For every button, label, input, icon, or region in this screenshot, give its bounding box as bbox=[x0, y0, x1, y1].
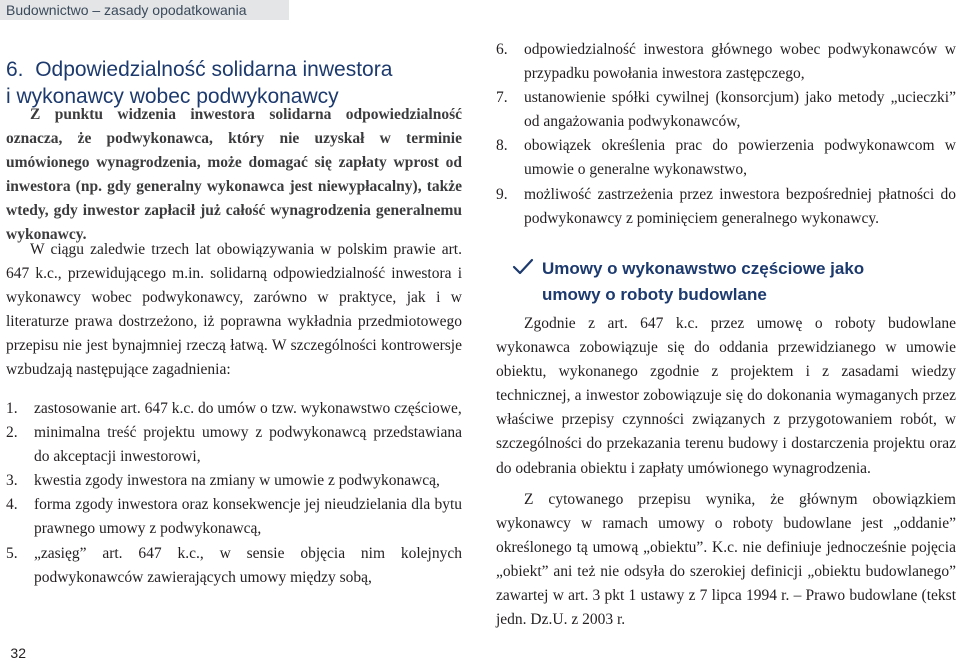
issues-list-left bbox=[6, 397, 462, 590]
list-item-number: 4. bbox=[6, 496, 18, 514]
body-paragraph-3: Z cytowanego przepisu wynika, że głównym obowiązkiem wykonawcy w ramach umowy o roboty budowlane jest „oddanie” określonego tą umową „obiektu”. K.c. nie definiuje jednocześnie pojęcia „obiekt” ani też nie odsyła do szerokiej definicji „obiektu budowlanego” zawartej w art. 3 pkt 1 ustawy z 7 lipca 1994 r. – Prawo budowlane (tekst jedn. Dz.U. z 2003 r. bbox=[496, 491, 956, 629]
list-item-text: forma zgody inwestora oraz konsekwencje jej nieudzielania dla bytu prawnego umowy z podwykonawcą, bbox=[34, 496, 462, 538]
subheading-line2: umowy o roboty budowlane bbox=[542, 285, 767, 304]
list-item-text: kwestia zgody inwestora na zmiany w umowie z podwykonawcą, bbox=[34, 472, 440, 490]
list-item-text: ustanowienie spółki cywilnej (konsorcjum) jako metody „ucieczki” od angażowania podwykonawców, bbox=[524, 89, 956, 131]
subheading-line1: Umowy o wykonawstwo częściowe jako bbox=[542, 259, 865, 278]
list-item-number: 3. bbox=[6, 472, 18, 490]
list-item-number: 5. bbox=[6, 544, 18, 562]
running-header-text: Budownictwo – zasady opodatkowania bbox=[6, 2, 247, 18]
list-item bbox=[6, 542, 462, 590]
issues-list-right bbox=[496, 38, 956, 231]
list-item bbox=[6, 493, 462, 541]
list-item-text: zastosowanie art. 647 k.c. do umów o tzw. wykonawstwo częściowe, bbox=[34, 400, 462, 417]
section-title-line2: i wykonawcy wobec podwykonawcy bbox=[6, 85, 339, 109]
lead-paragraph bbox=[6, 103, 462, 248]
body-paragraph-1: W ciągu zaledwie trzech lat obowiązywania w polskim prawie art. 647 k.c., przewidującego m.in. solidarną odpowiedzialność inwestora i wykonawcy wobec podwykonawcy, zarówno w praktyce, jak i w literaturze prawa dostrzeżono, iż poprawna wykładnia przedmiotowego przepisu nie jest bynajmniej rzeczą łatwą. W szczególności kontrowersje wzbudzają następujące zagadnienia: bbox=[6, 241, 462, 379]
subheading-text bbox=[542, 256, 864, 308]
list-item-text: obowiązek określenia prac do powierzenia podwykonawcom w umowie o generalne wykonawstwo, bbox=[524, 137, 956, 179]
list-item bbox=[6, 469, 462, 493]
list-item bbox=[496, 38, 956, 86]
list-item bbox=[6, 421, 462, 469]
list-item-number: 8. bbox=[496, 137, 508, 155]
section-title-line1: Odpowiedzialność solidarna inwestora bbox=[35, 58, 393, 82]
page-number: 32 bbox=[10, 645, 26, 661]
lead-text: Z punktu widzenia inwestora solidarna odpowiedzialność oznacza, że podwykonawca, który nie uzyskał w terminie umówionego wynagrodzenia, może domagać się zapłaty wprost od inwestora (np. gdy generalny wykonawca jest niewypłacalny), także wtedy, gdy inwestor zapłacił już całość wynagrodzenia generalnemu wykonawcy. bbox=[6, 106, 462, 244]
list-item-number: 9. bbox=[496, 185, 508, 203]
list-item-text: odpowiedzialność inwestora głównego wobec podwykonawców w przypadku powołania inwestora zastępczego, bbox=[524, 41, 956, 83]
subheading bbox=[512, 256, 952, 308]
list-item-text: minimalna treść projektu umowy z podwykonawcą przedstawiana do akceptacji inwestorowi, bbox=[34, 424, 462, 466]
list-item bbox=[496, 134, 956, 182]
body-paragraph-2: Zgodnie z art. 647 k.c. przez umowę o roboty budowlane wykonawca zobowiązuje się do oddania przewidzianego w umowie obiektu, wykonanego zgodnie z projektem i z zasadami wiedzy technicznej, a inwestor zobowiązuje się do dokonania wymaganych przez właściwe przepisy czynności związanych z przygotowaniem robót, w szczególności do przekazania terenu budowy i dostarczenia projektu oraz do odebrania obiektu i zapłaty umówionego wynagrodzenia. bbox=[496, 315, 956, 477]
list-item bbox=[496, 183, 956, 231]
list-item-text: „zasięg” art. 647 k.c., w sensie objęcia nim kolejnych podwykonawców zawierających umowy między sobą, bbox=[34, 544, 462, 586]
list-item-number: 2. bbox=[6, 424, 18, 442]
list-item bbox=[6, 397, 462, 421]
list-item-number: 6. bbox=[496, 41, 508, 58]
checkmark-icon bbox=[512, 256, 542, 284]
list-item-text: możliwość zastrzeżenia przez inwestora bezpośredniej płatności do podwykonawcy z pominięciem generalnego wykonawcy. bbox=[524, 185, 956, 227]
list-item bbox=[496, 86, 956, 134]
list-item-number: 7. bbox=[496, 89, 508, 107]
running-header bbox=[0, 0, 289, 20]
list-item-number: 1. bbox=[6, 400, 18, 417]
section-number: 6. bbox=[6, 58, 24, 82]
